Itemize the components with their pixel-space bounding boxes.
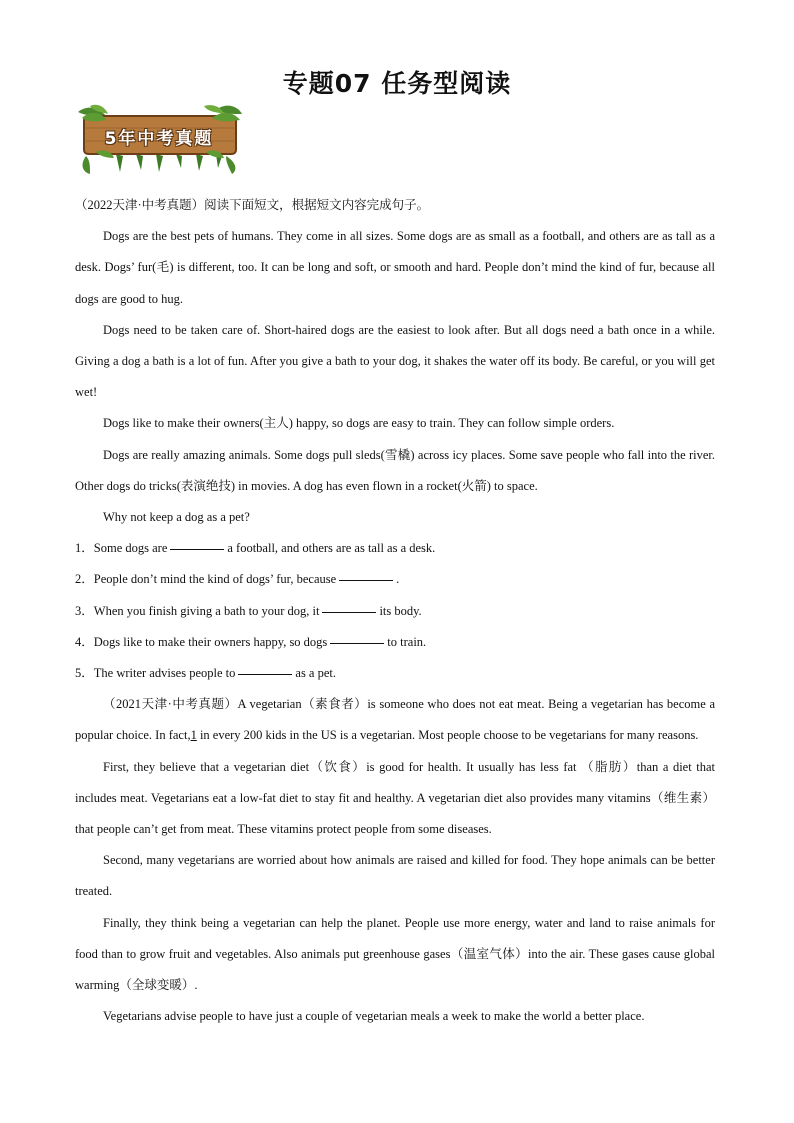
question-number: 4．: [75, 634, 94, 649]
question-number: 5．: [75, 666, 94, 681]
passage2-paragraph: Finally, they think being a vegetarian can help the planet. People use more energy, water and land to raise animals for food than to grow fruit and vegetables. Also animals put greenhouse gases（温室气体）into the air. These gases cause global warming（全球变暖）.: [75, 915, 715, 993]
question-text: to train.: [387, 634, 427, 649]
question-number: 2．: [75, 572, 94, 587]
passage2-paragraph: Vegetarians advise people to have just a couple of vegetarian meals a week to make the world a better place.: [103, 1009, 645, 1024]
answer-blank[interactable]: [339, 579, 393, 581]
question-item: [75, 627, 715, 658]
question-number: 3．: [75, 603, 94, 618]
question-item: [75, 533, 715, 564]
question-text: People don’t mind the kind of dogs’ fur, because: [93, 572, 337, 587]
passage2-intro: [75, 689, 715, 751]
passage2-paragraph: Second, many vegetarians are worried about how animals are raised and killed for food. They hope animals can be better treated.: [75, 853, 715, 899]
answer-blank[interactable]: [330, 642, 384, 644]
answer-blank[interactable]: [170, 548, 224, 550]
passage1-source: （2022天津·中考真题）阅读下面短文，根据短文内容完成句子。: [75, 198, 430, 212]
question-text: as a pet.: [295, 666, 336, 681]
passage1-paragraph: Why not keep a dog as a pet?: [103, 510, 250, 525]
question-text: Dogs like to make their owners happy, so dogs: [93, 634, 328, 649]
underlined-number: 1: [190, 728, 197, 743]
question-text: Some dogs are: [93, 541, 168, 556]
question-text: its body.: [379, 603, 422, 618]
passage2-text: in every 200 kids in the US is a vegetarian. Most people choose to be vegetarians for many reasons.: [196, 728, 699, 743]
question-item: [75, 564, 715, 595]
passage1-paragraph: Dogs like to make their owners(主人) happy, so dogs are easy to train. They can follow simple orders.: [103, 416, 615, 431]
passage2-paragraph: First, they believe that a vegetarian diet（饮食）is good for health. It usually has less fat （脂肪）than a diet that includes meat. Vegetarians eat a low-fat diet to stay fit and healthy. A vegetarian diet also provides many vitamins（维生素）that people can’t get from meat. These vitamins protect people from some diseases.: [75, 759, 715, 837]
question-text: .: [396, 572, 400, 587]
question-number: 1．: [75, 541, 94, 556]
question-item: [75, 658, 715, 689]
passage1-paragraph: Dogs are really amazing animals. Some dogs pull sleds(雪橇) across icy places. Some save people who fall into the river. Other dogs do tricks(表演绝技) in movies. A dog has even flown in a rocket(火箭) to space.: [75, 447, 715, 493]
passage2-text: A vegetarian（素食者）is someone who does not eat meat. Being a vegetarian has become a popular choice. In fact,: [75, 697, 715, 743]
passage1-paragraph: Dogs need to be taken care of. Short-haired dogs are the easiest to look after. But all dogs need a bath once in a while. Giving a dog a bath is a lot of fun. After you give a bath to your dog, it shakes the water off its body. Be careful, or you will get wet!: [75, 322, 715, 400]
passage2-source: （2021天津·中考真题）: [103, 697, 238, 712]
passage1-paragraph: Dogs are the best pets of humans. They come in all sizes. Some dogs are as small as a football, and others are as tall as a desk. Dogs’ fur(毛) is different, too. It can be long and soft, or smooth and hard. People don’t mind the kind of fur, because all dogs are good to hug.: [75, 229, 715, 306]
answer-blank[interactable]: [322, 611, 376, 613]
question-text: The writer advises people to: [93, 666, 236, 681]
badge-label: 5年中考真题: [104, 129, 214, 149]
question-item: [75, 596, 715, 627]
document-body: [75, 190, 715, 1032]
question-text: a football, and others are as tall as a desk.: [227, 541, 436, 556]
answer-blank[interactable]: [238, 673, 292, 675]
question-text: When you finish giving a bath to your dog, it: [93, 603, 320, 618]
exam-badge: [76, 104, 244, 174]
page-title: 专题07 任务型阅读: [282, 69, 512, 98]
